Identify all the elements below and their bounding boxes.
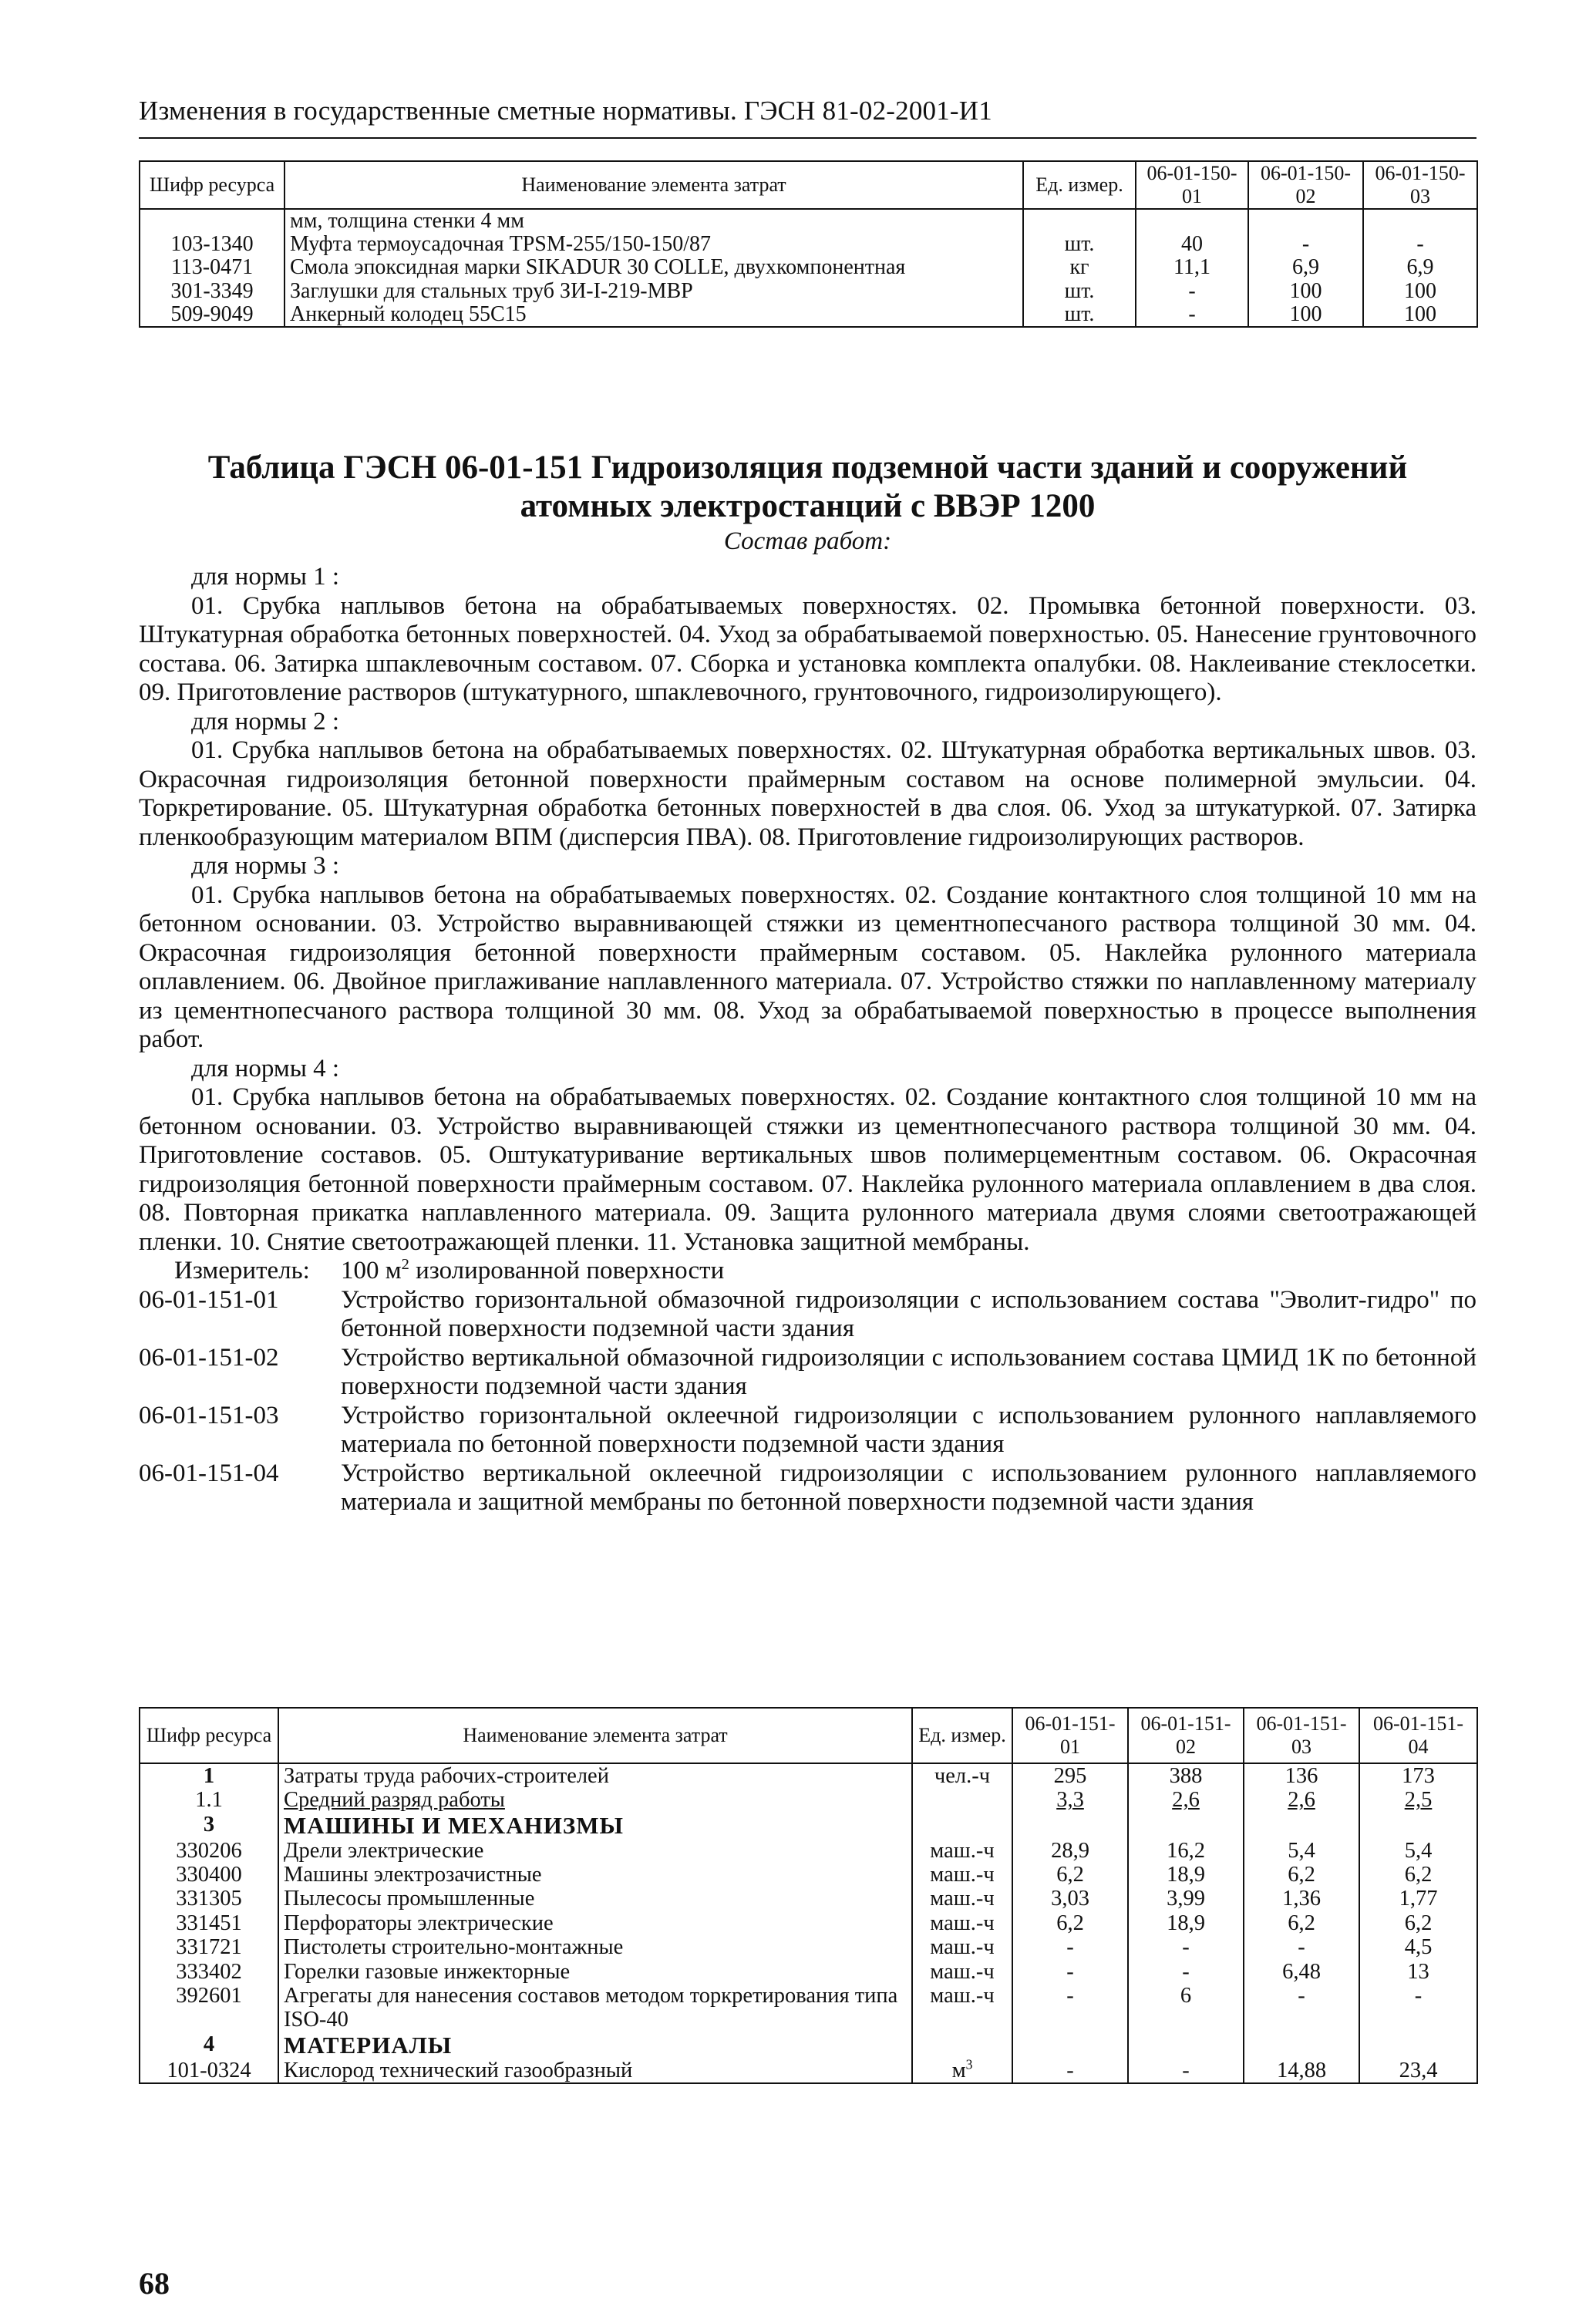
value-cell: -: [1012, 2059, 1128, 2083]
table-row: [140, 1813, 1477, 1839]
resource-unit: шт.: [1023, 303, 1136, 327]
header-unit: Ед. измер.: [1023, 161, 1136, 209]
value-cell: [1012, 2032, 1128, 2059]
table-row: [140, 1960, 1477, 1984]
measure-label: Измеритель:: [174, 1257, 310, 1284]
table-row: [140, 1984, 1477, 2032]
value-cell: 23,4: [1359, 2059, 1477, 2083]
value-cell: [1136, 209, 1248, 233]
page-number: 68: [139, 2266, 170, 2301]
value-cell: 2,6: [1128, 1788, 1244, 1812]
resource-unit: $м^3$: [912, 2059, 1012, 2083]
section-code: 3: [140, 1813, 278, 1839]
value-cell: 3,99: [1128, 1887, 1244, 1911]
resource-name: Горелки газовые инжекторные: [278, 1960, 912, 1984]
resource-code: 103-1340: [140, 233, 285, 256]
value-cell: 3,3: [1012, 1788, 1128, 1812]
value-cell: [1244, 2032, 1359, 2059]
value-cell: -: [1128, 1960, 1244, 1984]
norm-description: Устройство вертикальной обмазочной гидроизоляции с использованием состава ЦМИД 1К по бетонной поверхности подземной части здания: [341, 1343, 1476, 1400]
norm-code: 06-01-151-02: [139, 1343, 279, 1372]
value-cell: [1248, 209, 1363, 233]
resource-name: Смола эпоксидная марки SIKADUR 30 COLLE, двухкомпонентная: [285, 256, 1023, 279]
table-row: [140, 233, 1477, 256]
resource-unit: [1023, 209, 1136, 233]
resource-name: Муфта термоусадочная TPSM-255/150-150/87: [285, 233, 1023, 256]
resource-unit: шт.: [1023, 280, 1136, 303]
resource-table: [139, 1707, 1478, 2084]
table-row: [140, 303, 1477, 327]
header-col: 06-01-151-04: [1359, 1708, 1477, 1763]
value-cell: 100: [1363, 303, 1477, 327]
value-cell: [1359, 2032, 1477, 2059]
table-row: [140, 1763, 1477, 1788]
table-title: Таблица ГЭСН 06-01-151 Гидроизоляция подземной части зданий и сооружений атомных электростанций с ВВЭР 1200: [207, 449, 1408, 524]
header-name: Наименование элемента затрат: [278, 1708, 912, 1763]
resource-code: 333402: [140, 1960, 278, 1984]
resource-code: 1.1: [140, 1788, 278, 1812]
value-cell: 3,03: [1012, 1887, 1128, 1911]
value-cell: 18,9: [1128, 1863, 1244, 1887]
norm-item: [139, 1402, 1476, 1460]
section-code: 4: [140, 2032, 278, 2059]
resource-name: Дрели электрические: [278, 1839, 912, 1863]
norm-description: Устройство горизонтальной обмазочной гидроизоляции с использованием состава "Эволит-гидро" по бетонной поверхности подземной части здания: [341, 1285, 1476, 1342]
resource-code: 330400: [140, 1863, 278, 1887]
resource-name: Перфораторы электрические: [278, 1911, 912, 1935]
table-row: [140, 2059, 1477, 2083]
resource-unit: [912, 1788, 1012, 1812]
resource-name: Затраты труда рабочих-строителей: [278, 1763, 912, 1788]
resource-unit: маш.-ч: [912, 1960, 1012, 1984]
value-cell: 388: [1128, 1763, 1244, 1788]
table-row: [140, 1887, 1477, 1911]
resource-unit: маш.-ч: [912, 1911, 1012, 1935]
table-row: [140, 2032, 1477, 2059]
norm-text: 01. Срубка наплывов бетона на обрабатываемых поверхностях. 02. Промывка бетонной поверхности. 03. Штукатурная обработка бетонных поверхностей. 04. Уход за обрабатываемой поверхностью. 05. Нанесение грунтовочного состава. 06. Затирка шпаклевочным составом. 07. Сборка и установка комплекта опалубки. 08. Наклеивание стеклосетки. 09. Приготовление растворов (штукатурного, шпаклевочного, грунтовочного, гидроизолирующего).: [139, 591, 1476, 706]
table-row: [140, 1839, 1477, 1863]
value-cell: -: [1012, 1984, 1128, 2032]
value-cell: 6,9: [1248, 256, 1363, 279]
value-cell: [1128, 1813, 1244, 1839]
resource-name: Машины электрозачистные: [278, 1863, 912, 1887]
value-cell: 136: [1244, 1763, 1359, 1788]
resource-unit: кг: [1023, 256, 1136, 279]
norm-text: 01. Срубка наплывов бетона на обрабатываемых поверхностях. 02. Создание контактного слоя толщиной 10 мм на бетонном основании. 03. Устройство выравнивающей стяжки из цементнопесчаного раствора толщиной 30 мм. 04. Окрасочная гидроизоляция бетонной поверхности праймерным составом. 05. Наклейка рулонного материала оплавлением. 06. Двойное приглаживание наплавленного материала. 07. Устройство стяжки по наплавленному материалу из цементнопесчаного раствора толщиной 30 мм. 08. Уход за обрабатываемой поверхностью в процессе выполнения работ.: [139, 880, 1476, 1053]
header-col: 06-01-150-01: [1136, 161, 1248, 209]
resource-code: 330206: [140, 1839, 278, 1863]
resource-code: 331721: [140, 1935, 278, 1959]
header-code: Шифр ресурса: [140, 1708, 278, 1763]
value-cell: 6,2: [1012, 1911, 1128, 1935]
norm-code: 06-01-151-03: [139, 1401, 279, 1429]
value-cell: [1359, 1813, 1477, 1839]
value-cell: [1244, 1813, 1359, 1839]
work-composition-heading: Состав работ:: [723, 527, 892, 555]
table-row: [140, 1863, 1477, 1887]
value-cell: -: [1136, 303, 1248, 327]
resource-code: 392601: [140, 1984, 278, 2032]
value-cell: 6,2: [1244, 1863, 1359, 1887]
value-cell: 6,2: [1012, 1863, 1128, 1887]
resource-name: Пылесосы промышленные: [278, 1887, 912, 1911]
norm-item: [139, 1460, 1476, 1517]
header-col: 06-01-150-02: [1248, 161, 1363, 209]
resource-unit: шт.: [1023, 233, 1136, 256]
table-row: [140, 280, 1477, 303]
norm-description: Устройство вертикальной оклеечной гидроизоляции с использованием рулонного наплавляемого материала и защитной мембраны по бетонной поверхности подземной части здания: [341, 1459, 1476, 1516]
section-title: МАШИНЫ И МЕХАНИЗМЫ: [278, 1813, 912, 1839]
resource-name: мм, толщина стенки 4 мм: [285, 209, 1023, 233]
resource-name: Заглушки для стальных труб ЗИ-I-219-МВР: [285, 280, 1023, 303]
resource-code: 1: [140, 1763, 278, 1788]
norm-item: [139, 1344, 1476, 1402]
header-col: 06-01-150-03: [1363, 161, 1477, 209]
value-cell: -: [1012, 1960, 1128, 1984]
header-name: Наименование элемента затрат: [285, 161, 1023, 209]
resource-name: Пистолеты строительно-монтажные: [278, 1935, 912, 1959]
value-cell: 6,9: [1363, 256, 1477, 279]
value-cell: 16,2: [1128, 1839, 1244, 1863]
value-cell: 173: [1359, 1763, 1477, 1788]
norm-code: 06-01-151-04: [139, 1459, 279, 1487]
resource-code: 101-0324: [140, 2059, 278, 2083]
norm-item: [139, 1286, 1476, 1344]
resource-unit: маш.-ч: [912, 1839, 1012, 1863]
value-cell: 2,6: [1244, 1788, 1359, 1812]
value-cell: 14,88: [1244, 2059, 1359, 2083]
value-cell: 6,2: [1359, 1863, 1477, 1887]
value-cell: 2,5: [1359, 1788, 1477, 1812]
resource-name: Агрегаты для нанесения составов методом торкретирования типа ISO-40: [278, 1984, 912, 2032]
value-cell: 1,36: [1244, 1887, 1359, 1911]
norm-label: для нормы 2 :: [191, 707, 340, 736]
table-row: [140, 256, 1477, 279]
resource-code: 113-0471: [140, 256, 285, 279]
value-cell: 100: [1363, 280, 1477, 303]
value-cell: 6,48: [1244, 1960, 1359, 1984]
value-cell: 28,9: [1012, 1839, 1128, 1863]
resource-unit: [912, 1813, 1012, 1839]
page-header: Изменения в государственные сметные нормативы. ГЭСН 81-02-2001-И1: [139, 96, 992, 126]
value-cell: 6: [1128, 1984, 1244, 2032]
section-title: МАТЕРИАЛЫ: [278, 2032, 912, 2059]
work-composition: [139, 563, 1476, 1517]
value-cell: 40: [1136, 233, 1248, 256]
value-cell: -: [1248, 233, 1363, 256]
measure-value: 100 $м^2$ изолированной поверхности: [341, 1256, 725, 1284]
value-cell: 1,77: [1359, 1887, 1477, 1911]
value-cell: 11,1: [1136, 256, 1248, 279]
header-code: Шифр ресурса: [140, 161, 285, 209]
table-row: [140, 1788, 1477, 1812]
measure-row: [139, 1257, 1476, 1286]
value-cell: 13: [1359, 1960, 1477, 1984]
value-cell: [1128, 2032, 1244, 2059]
value-cell: 5,4: [1359, 1839, 1477, 1863]
header-unit: Ед. измер.: [912, 1708, 1012, 1763]
value-cell: -: [1128, 1935, 1244, 1959]
value-cell: -: [1244, 1984, 1359, 2032]
value-cell: [1012, 1813, 1128, 1839]
resource-unit: маш.-ч: [912, 1984, 1012, 2032]
resource-name: Кислород технический газообразный: [278, 2059, 912, 2083]
table-row: [140, 209, 1477, 233]
value-cell: 100: [1248, 303, 1363, 327]
top-resource-table: [139, 160, 1478, 328]
resource-code: 331451: [140, 1911, 278, 1935]
resource-name: Средний разряд работы: [278, 1788, 912, 1812]
resource-unit: [912, 2032, 1012, 2059]
value-cell: 100: [1248, 280, 1363, 303]
table-row: [140, 1911, 1477, 1935]
resource-code: 301-3349: [140, 280, 285, 303]
resource-name: Анкерный колодец 55С15: [285, 303, 1023, 327]
value-cell: -: [1363, 233, 1477, 256]
value-cell: [1363, 209, 1477, 233]
value-cell: 18,9: [1128, 1911, 1244, 1935]
resource-unit: маш.-ч: [912, 1863, 1012, 1887]
value-cell: 5,4: [1244, 1839, 1359, 1863]
resource-code: 509-9049: [140, 303, 285, 327]
table-row: [140, 1935, 1477, 1959]
norm-text: 01. Срубка наплывов бетона на обрабатываемых поверхностях. 02. Штукатурная обработка вертикальных швов. 03. Окрасочная гидроизоляция бетонной поверхности праймерным составом на основе полимерной эмульсии. 04. Торкретирование. 05. Штукатурная обработка бетонных поверхностей в два слоя. 06. Уход за штукатуркой. 07. Затирка пленкообразующим материалом ВПМ (дисперсия ПВА). 08. Приготовление гидроизолирующих растворов.: [139, 736, 1476, 851]
norm-label: для нормы 4 :: [191, 1054, 340, 1082]
header-col: 06-01-151-01: [1012, 1708, 1128, 1763]
norm-text: 01. Срубка наплывов бетона на обрабатываемых поверхностях. 02. Создание контактного слоя толщиной 10 мм на бетонном основании. 03. Устройство выравнивающей стяжки из цементнопесчаного раствора толщиной 30 мм. 04. Приготовление составов. 05. Оштукатуривание вертикальных швов полимерцементным составом. 06. Окрасочная гидроизоляция бетонной поверхности праймерным составом. 07. Наклейка рулонного материала оплавлением в два слоя. 08. Повторная прикатка наплавленного материала. 09. Защита рулонного материала двумя слоями светоотражающей пленки. 10. Снятие светоотражающей пленки. 11. Установка защитной мембраны.: [139, 1083, 1476, 1256]
norm-code: 06-01-151-01: [139, 1285, 279, 1314]
norm-label: для нормы 1 :: [191, 563, 340, 591]
resource-code: 331305: [140, 1887, 278, 1911]
header-rule: [139, 137, 1476, 139]
header-col: 06-01-151-03: [1244, 1708, 1359, 1763]
header-col: 06-01-151-02: [1128, 1708, 1244, 1763]
value-cell: -: [1359, 1984, 1477, 2032]
value-cell: -: [1012, 1935, 1128, 1959]
resource-unit: маш.-ч: [912, 1887, 1012, 1911]
value-cell: 295: [1012, 1763, 1128, 1788]
resource-code: [140, 209, 285, 233]
value-cell: 6,2: [1244, 1911, 1359, 1935]
norm-description: Устройство горизонтальной оклеечной гидроизоляции с использованием рулонного наплавляемого материала по бетонной поверхности подземной части здания: [341, 1401, 1476, 1458]
value-cell: -: [1136, 280, 1248, 303]
value-cell: -: [1244, 1935, 1359, 1959]
value-cell: 6,2: [1359, 1911, 1477, 1935]
value-cell: 4,5: [1359, 1935, 1477, 1959]
resource-unit: чел.-ч: [912, 1763, 1012, 1788]
value-cell: -: [1128, 2059, 1244, 2083]
resource-unit: маш.-ч: [912, 1935, 1012, 1959]
norm-label: для нормы 3 :: [191, 852, 340, 880]
